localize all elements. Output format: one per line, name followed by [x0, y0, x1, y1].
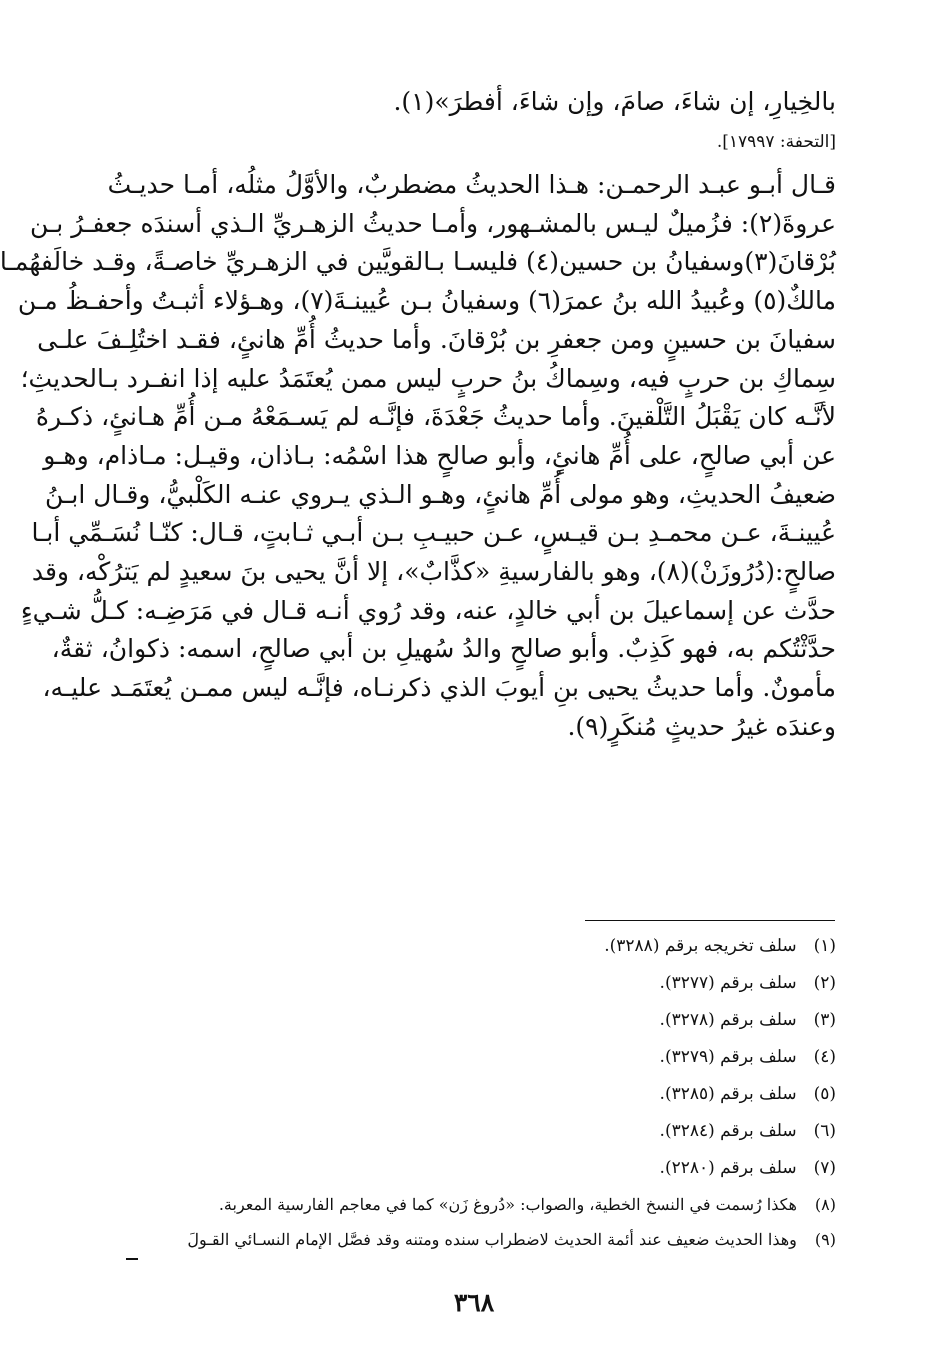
- footnote-item: [118, 1002, 836, 1039]
- footnote-item: [118, 965, 836, 1002]
- paragraph-line: وعندَه غيرُ حديثٍ مُنكَرٍ(٩).: [567, 711, 836, 741]
- footnote-text: سلف تخريجه برقم (٣٢٨٨).: [604, 936, 797, 956]
- footnote-number: (٥): [813, 1084, 836, 1104]
- paragraph-line: مالكٌ(٥) وعُبيدُ الله بنُ عمرَ(٦) وسفيانُ بـن عُيينـةَ(٧)، وهـؤلاء أثبـتُ وأحفـظُ مـن: [17, 286, 836, 316]
- opening-line: [118, 82, 836, 122]
- footnote-separator: [585, 920, 835, 921]
- footnote-number: (٨): [814, 1195, 836, 1214]
- footnote-number: (٦): [813, 1121, 836, 1141]
- footnote-text: سلف برقم (٣٢٧٧).: [659, 973, 797, 993]
- paragraph-line: بُرْقانَ(٣)وسفيانُ بن حسين(٤) فليسـا بـالقويَّين في الزهـريِّ خاصـةً، وقـد خالَفهُمـا: [0, 247, 836, 277]
- footnote-item: [118, 1113, 836, 1150]
- footnote-item: [118, 1187, 836, 1222]
- main-paragraph: [0, 166, 836, 747]
- footnote-text: سلف برقم (٣٢٧٨).: [659, 1010, 797, 1030]
- footnote-text: هكذا رُسمت في النسخ الخطية، والصواب: «دُروغ زَن» كما في معاجم الفارسية المعربة.: [218, 1195, 797, 1214]
- footnote-text: سلف برقم (٢٢٨٠).: [659, 1158, 797, 1178]
- footnote-number: (٧): [813, 1158, 836, 1178]
- footnote-item: [118, 1150, 836, 1187]
- footnote-number: (٩): [814, 1230, 836, 1249]
- page-number: ٣٦٨: [453, 1288, 495, 1317]
- footnote-text: وهذا الحديث ضعيف عند أئمة الحديث لاضطراب سنده ومتنه وقد فصَّل الإمام النسـائي القـولَ: [187, 1230, 797, 1249]
- footnote-number: (٣): [813, 1010, 836, 1030]
- paragraph-line: حدَّثْتُكم به، فهو كَذِبٌ. وأبو صالحٍ والدُ سُهيلِ بن أبي صالحٍ، اسمه: ذكوانُ، ثقةٌ،: [51, 634, 836, 664]
- paragraph-line: سفيانَ بن حسينٍ ومن جعفرِ بن بُرْقانَ. وأما حديثُ أُمِّ هانئٍ، فقـد اختُلِـفَ علـى: [37, 324, 836, 354]
- paragraph-line: عن أبي صالحٍ، على أُمِّ هانئٍ، وأبو صالحٍ هذا اسْمُه: بـاذان، وقيـل: مـاذام، وهـو: [43, 440, 836, 470]
- footnote-item: [118, 1222, 836, 1257]
- paragraph-line: عروةَ(٢): فزُميلٌ ليـس بالمشـهور، وأمـا حديثُ الزهـريِّ الـذي أسندَه جعفـرُ بـن: [29, 208, 836, 238]
- continuation-mark: [126, 1258, 138, 1260]
- footnote-text: سلف برقم (٣٢٨٥).: [659, 1084, 797, 1104]
- footnote-item: [118, 1039, 836, 1076]
- footnote-number: (٢): [813, 973, 836, 993]
- paragraph-line: ضعيفُ الحديثِ، وهو مولى أُمِّ هانئٍ، وهـو الـذي يـروي عنـه الكَلْبيُّ، وقـال ابـنُ: [45, 479, 836, 509]
- opening-line-text: بالخِيارِ، إن شاءَ، صامَ، وإن شاءَ، أفطرَ»(١).: [393, 87, 836, 116]
- paragraph-line: قـال أبـو عبـد الرحمـن: هـذا الحديثُ مضطربٌ، والأوَّلُ مثلُه، أمـا حديـثُ: [107, 170, 836, 199]
- paragraph-line: صالحٍ:(دُرُوزَنْ)(٨)، وهو بالفارسيةِ «كذَّابٌ»، إلا أنَّ يحيى بنَ سعيدٍ لم يَترُكْه، وقد: [31, 557, 836, 587]
- paragraph-line: لأنَّـه كان يَقْبَلُ التَّلْقينَ. وأما حديثُ جَعْدَةَ، فإنَّـه لم يَسـمَعْهُ مـن أُمِّ هـانئٍ، ذكـرهُ: [35, 402, 836, 432]
- footnote-text: سلف برقم (٣٢٧٩).: [659, 1047, 797, 1067]
- tuhfa-reference: [التحفة: ١٧٩٩٧].: [716, 132, 836, 152]
- footnote-item: [118, 1076, 836, 1113]
- footnotes: [118, 928, 836, 1257]
- paragraph-line: سِماكِ بن حربٍ فيه، وسِماكُ بنُ حربٍ ليس ممن يُعتَمَدُ عليه إذا انفـرد بـالحديثِ؛: [20, 363, 836, 393]
- footnote-text: سلف برقم (٣٢٨٤).: [659, 1121, 797, 1141]
- footnote-number: (١): [813, 936, 836, 956]
- paragraph-line: مأمونٌ. وأما حديثُ يحيى بنِ أيوبَ الذي ذكرنـاه، فإنَّـه ليس ممـن يُعتَمَـد عليـه،: [42, 673, 836, 703]
- footnote-item: [118, 928, 836, 965]
- footnote-number: (٤): [813, 1047, 836, 1067]
- paragraph-line: حدَّث عن إسماعيلَ بن أبي خالدٍ، عنه، وقد رُوي أنـه قـال في مَرَضِـه: كـلُّ شـيءٍ: [20, 595, 836, 625]
- paragraph-line: عُيينـةَ، عـن محمـدِ بـن قيـسٍ، عـن حبيـبِ بـن أبـي ثـابتٍ، قـال: كنّـا نُسَـمِّي أبـا: [31, 518, 836, 548]
